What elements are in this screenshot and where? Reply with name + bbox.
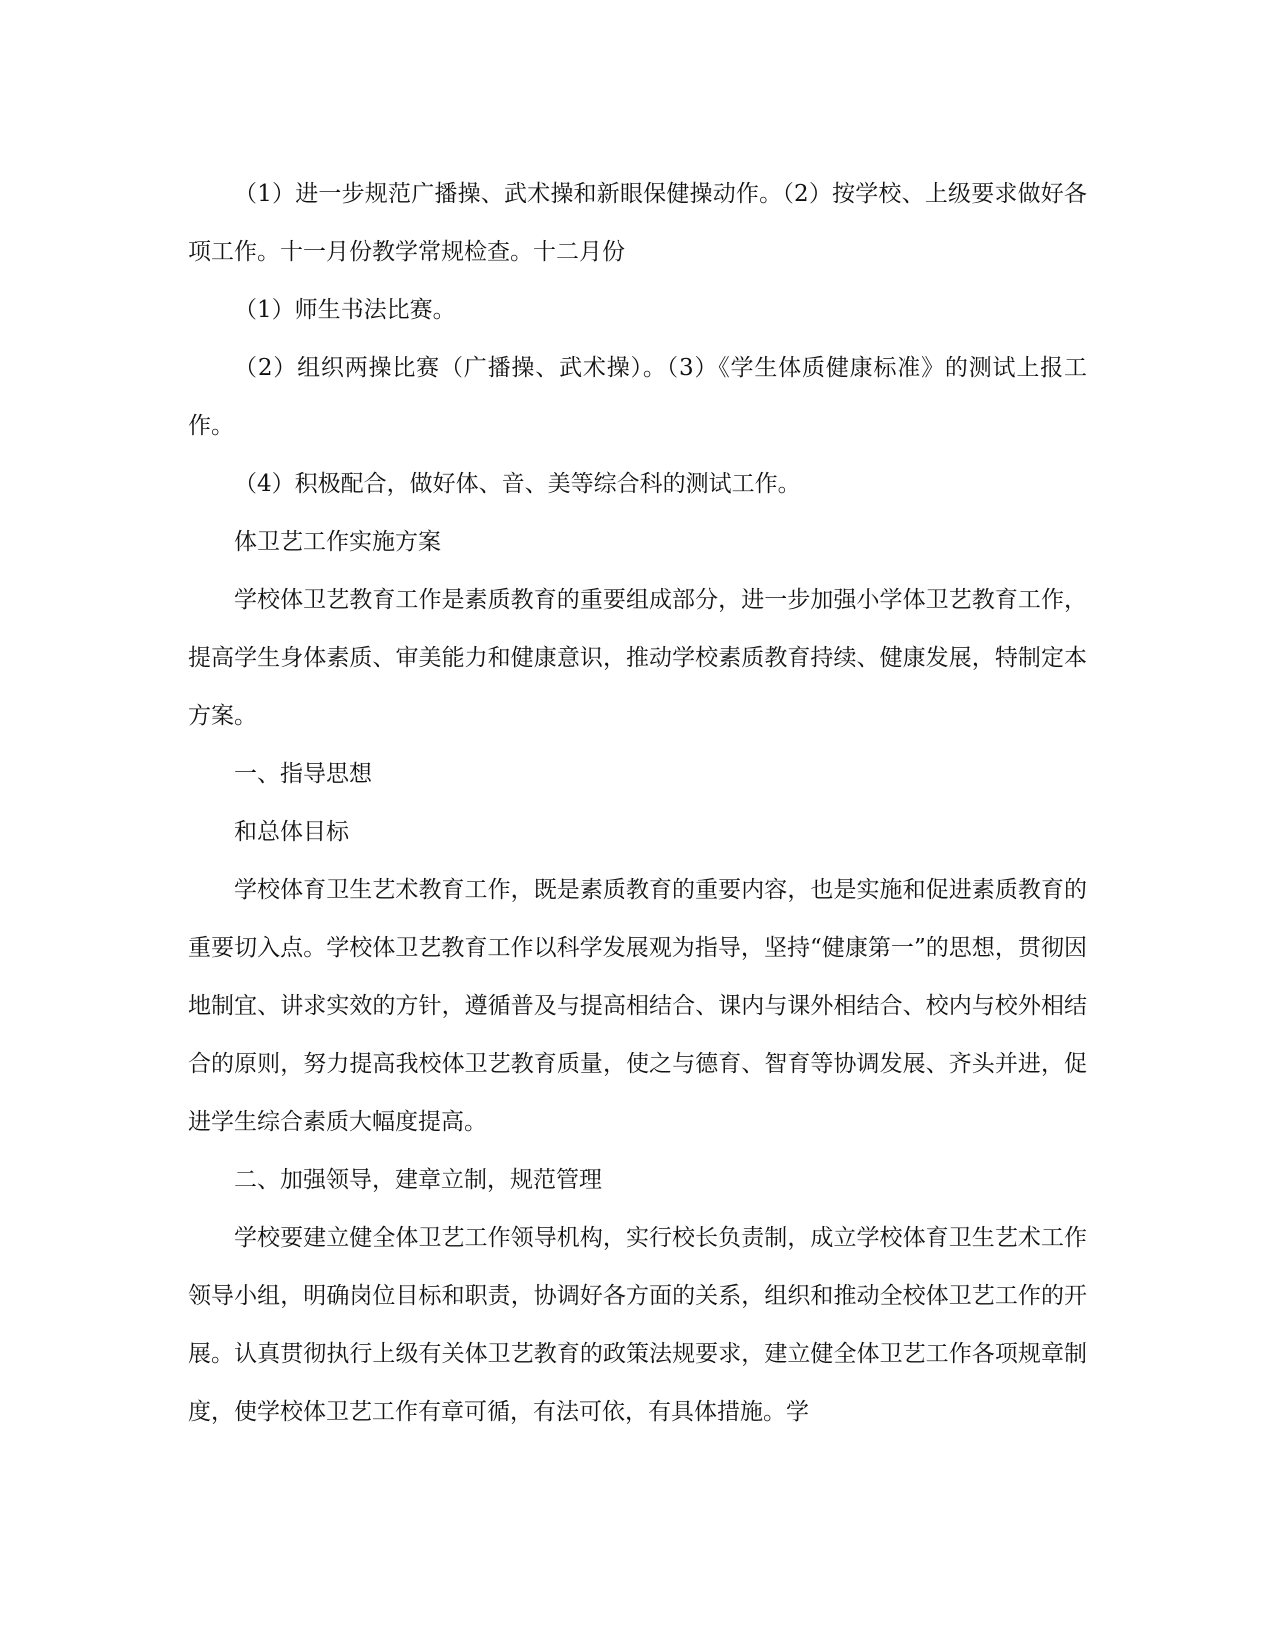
paragraph-broadcast-exercise: （1）进一步规范广播操、武术操和新眼保健操动作。（2）按学校、上级要求做好各项工作。十一月份教学常规检查。十二月份 xyxy=(188,181,1087,265)
heading-leadership-management: 二、加强领导，建章立制，规范管理 xyxy=(234,1167,602,1193)
paragraph-leadership-body: 学校要建立健全体卫艺工作领导机构，实行校长负责制，成立学校体育卫生艺术工作领导小组，明确岗位目标和职责，协调好各方面的关系，组织和推动全校体卫艺工作的开展。认真贯彻执行上级有关体卫艺教育的政策法规要求，建立健全体卫艺工作各项规章制度，使学校体卫艺工作有章可循，有法可依，有具体措施。学 xyxy=(188,1225,1087,1425)
paragraph-guiding-ideology-body: 学校体育卫生艺术教育工作，既是素质教育的重要内容，也是实施和促进素质教育的重要切入点。学校体卫艺教育工作以科学发展观为指导，坚持“健康第一”的思想，贯彻因地制宜、讲求实效的方针，遵循普及与提高相结合、课内与课外相结合、校内与校外相结合的原则，努力提高我校体卫艺教育质量，使之与德育、智育等协调发展、齐头并进，促进学生综合素质大幅度提高。 xyxy=(188,877,1087,1135)
paragraph-comprehensive-testing: （4）积极配合，做好体、音、美等综合科的测试工作。 xyxy=(234,471,801,497)
heading-guiding-ideology: 一、指导思想 xyxy=(234,761,372,787)
paragraph-introduction: 学校体卫艺教育工作是素质教育的重要组成部分，进一步加强小学体卫艺教育工作，提高学生身体素质、审美能力和健康意识，推动学校素质教育持续、健康发展，特制定本方案。 xyxy=(188,587,1087,729)
section-title-implementation-plan: 体卫艺工作实施方案 xyxy=(234,529,441,555)
heading-overall-goals: 和总体目标 xyxy=(234,819,349,845)
paragraph-calligraphy-contest: （1）师生书法比赛。 xyxy=(234,297,456,323)
paragraph-exercise-competition: （2）组织两操比赛（广播操、武术操）。（3）《学生体质健康标准》的测试上报工作。 xyxy=(188,355,1087,439)
